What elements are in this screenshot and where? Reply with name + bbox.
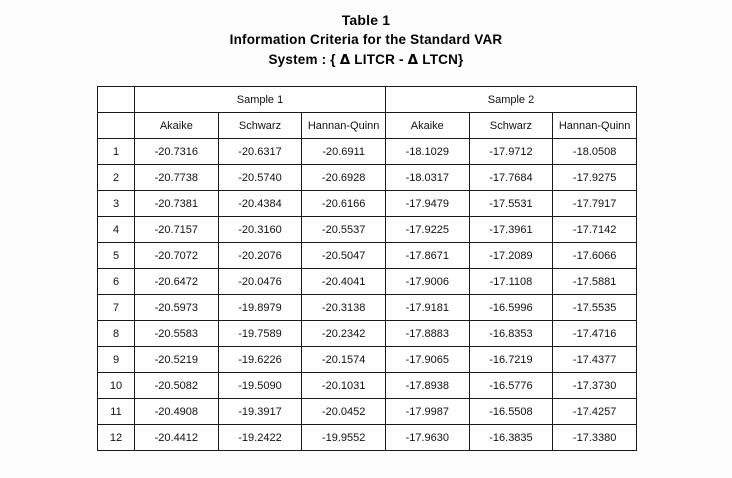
page-title: Table 1 xyxy=(341,12,391,28)
cell-akaike-2: -17.9225 xyxy=(385,217,469,243)
row-index: 6 xyxy=(98,269,135,295)
row-index: 9 xyxy=(98,347,135,373)
table-row xyxy=(98,295,637,321)
cell-schwarz-2: -17.9712 xyxy=(469,139,553,165)
cell-hannan-quinn-1: -20.6928 xyxy=(302,165,386,191)
table-row xyxy=(98,269,637,295)
row-index: 1 xyxy=(98,139,135,165)
cell-schwarz-1: -20.3160 xyxy=(218,217,302,243)
cell-akaike-2: -18.0317 xyxy=(385,165,469,191)
information-criteria-table xyxy=(97,86,637,451)
cell-schwarz-2: -17.2089 xyxy=(469,243,553,269)
cell-akaike-2: -17.9987 xyxy=(385,399,469,425)
table-row xyxy=(98,191,637,217)
cell-akaike-2: -17.8883 xyxy=(385,321,469,347)
row-index: 10 xyxy=(98,373,135,399)
table-subtitle: Information Criteria for the Standard VAR xyxy=(229,32,503,48)
table-row xyxy=(98,139,637,165)
cell-schwarz-1: -20.5740 xyxy=(218,165,302,191)
table-row xyxy=(98,399,637,425)
cell-schwarz-2: -17.3961 xyxy=(469,217,553,243)
cell-akaike-1: -20.7738 xyxy=(135,165,219,191)
cell-hannan-quinn-1: -20.2342 xyxy=(302,321,386,347)
cell-hannan-quinn-2: -17.4257 xyxy=(553,399,637,425)
cell-schwarz-1: -20.4384 xyxy=(218,191,302,217)
column-header-row xyxy=(98,113,637,139)
cell-hannan-quinn-2: -18.0508 xyxy=(553,139,637,165)
cell-schwarz-2: -16.8353 xyxy=(469,321,553,347)
cell-hannan-quinn-1: -20.4041 xyxy=(302,269,386,295)
table-row xyxy=(98,165,637,191)
table-title-block xyxy=(0,0,732,70)
cell-schwarz-2: -16.5996 xyxy=(469,295,553,321)
row-index: 2 xyxy=(98,165,135,191)
cell-akaike-2: -17.8671 xyxy=(385,243,469,269)
cell-akaike-1: -20.5583 xyxy=(135,321,219,347)
cell-hannan-quinn-2: -17.3730 xyxy=(553,373,637,399)
cell-hannan-quinn-2: -17.3380 xyxy=(553,425,637,451)
column-header-hannan-quinn-1: Hannan-Quinn xyxy=(302,113,386,139)
cell-schwarz-1: -20.2076 xyxy=(218,243,302,269)
cell-schwarz-2: -17.1108 xyxy=(469,269,553,295)
cell-schwarz-1: -20.0476 xyxy=(218,269,302,295)
table-row xyxy=(98,321,637,347)
cell-schwarz-2: -16.5776 xyxy=(469,373,553,399)
cell-akaike-2: -17.9065 xyxy=(385,347,469,373)
cell-hannan-quinn-1: -20.0452 xyxy=(302,399,386,425)
table-body xyxy=(98,139,637,451)
cell-hannan-quinn-2: -17.4377 xyxy=(553,347,637,373)
cell-schwarz-1: -20.6317 xyxy=(218,139,302,165)
cell-schwarz-2: -17.7684 xyxy=(469,165,553,191)
cell-akaike-2: -18.1029 xyxy=(385,139,469,165)
column-header-schwarz-1: Schwarz xyxy=(218,113,302,139)
cell-schwarz-1: -19.8979 xyxy=(218,295,302,321)
table-row xyxy=(98,347,637,373)
information-criteria-table-wrapper xyxy=(97,86,637,451)
cell-hannan-quinn-2: -17.5535 xyxy=(553,295,637,321)
cell-akaike-1: -20.6472 xyxy=(135,269,219,295)
cell-hannan-quinn-1: -20.3138 xyxy=(302,295,386,321)
system-mid-1: LITCR - xyxy=(350,51,408,67)
cell-hannan-quinn-2: -17.7142 xyxy=(553,217,637,243)
cell-schwarz-2: -16.7219 xyxy=(469,347,553,373)
cell-hannan-quinn-1: -19.9552 xyxy=(302,425,386,451)
row-index: 8 xyxy=(98,321,135,347)
cell-schwarz-1: -19.7589 xyxy=(218,321,302,347)
cell-hannan-quinn-1: -20.1031 xyxy=(302,373,386,399)
cell-akaike-1: -20.7381 xyxy=(135,191,219,217)
row-index: 3 xyxy=(98,191,135,217)
cell-akaike-1: -20.5973 xyxy=(135,295,219,321)
group-header-sample-1: Sample 1 xyxy=(135,87,386,113)
delta-icon-1: Δ xyxy=(339,51,351,68)
cell-schwarz-1: -19.5090 xyxy=(218,373,302,399)
row-index: 4 xyxy=(98,217,135,243)
cell-akaike-2: -17.8938 xyxy=(385,373,469,399)
cell-akaike-1: -20.5082 xyxy=(135,373,219,399)
table-row xyxy=(98,243,637,269)
row-index: 12 xyxy=(98,425,135,451)
delta-icon-2: Δ xyxy=(407,51,419,68)
cell-hannan-quinn-1: -20.1574 xyxy=(302,347,386,373)
cell-hannan-quinn-1: -20.5047 xyxy=(302,243,386,269)
cell-schwarz-1: -19.2422 xyxy=(218,425,302,451)
cell-akaike-1: -20.7072 xyxy=(135,243,219,269)
row-index: 7 xyxy=(98,295,135,321)
cell-akaike-1: -20.7316 xyxy=(135,139,219,165)
cell-hannan-quinn-1: -20.6911 xyxy=(302,139,386,165)
row-index: 11 xyxy=(98,399,135,425)
corner-cell xyxy=(98,87,135,113)
cell-hannan-quinn-2: -17.6066 xyxy=(553,243,637,269)
system-mid-2: LTCN} xyxy=(418,51,464,67)
group-header-row xyxy=(98,87,637,113)
cell-akaike-2: -17.9181 xyxy=(385,295,469,321)
cell-akaike-2: -17.9630 xyxy=(385,425,469,451)
column-header-akaike-2: Akaike xyxy=(385,113,469,139)
system-prefix: System : { xyxy=(268,51,340,67)
table-row xyxy=(98,373,637,399)
column-header-schwarz-2: Schwarz xyxy=(469,113,553,139)
cell-akaike-2: -17.9006 xyxy=(385,269,469,295)
cell-akaike-1: -20.4908 xyxy=(135,399,219,425)
table-row xyxy=(98,217,637,243)
cell-akaike-2: -17.9479 xyxy=(385,191,469,217)
cell-hannan-quinn-2: -17.4716 xyxy=(553,321,637,347)
cell-schwarz-2: -16.5508 xyxy=(469,399,553,425)
table-header xyxy=(98,87,637,139)
cell-akaike-1: -20.4412 xyxy=(135,425,219,451)
cell-hannan-quinn-2: -17.5881 xyxy=(553,269,637,295)
cell-hannan-quinn-2: -17.7917 xyxy=(553,191,637,217)
cell-akaike-1: -20.7157 xyxy=(135,217,219,243)
cell-hannan-quinn-1: -20.6166 xyxy=(302,191,386,217)
table-row xyxy=(98,425,637,451)
column-header-hannan-quinn-2: Hannan-Quinn xyxy=(553,113,637,139)
column-header-akaike-1: Akaike xyxy=(135,113,219,139)
cell-akaike-1: -20.5219 xyxy=(135,347,219,373)
lag-column-header xyxy=(98,113,135,139)
cell-hannan-quinn-2: -17.9275 xyxy=(553,165,637,191)
row-index: 5 xyxy=(98,243,135,269)
cell-schwarz-2: -17.5531 xyxy=(469,191,553,217)
group-header-sample-2: Sample 2 xyxy=(385,87,636,113)
cell-schwarz-2: -16.3835 xyxy=(469,425,553,451)
cell-hannan-quinn-1: -20.5537 xyxy=(302,217,386,243)
cell-schwarz-1: -19.6226 xyxy=(218,347,302,373)
system-specification xyxy=(0,50,732,71)
cell-schwarz-1: -19.3917 xyxy=(218,399,302,425)
